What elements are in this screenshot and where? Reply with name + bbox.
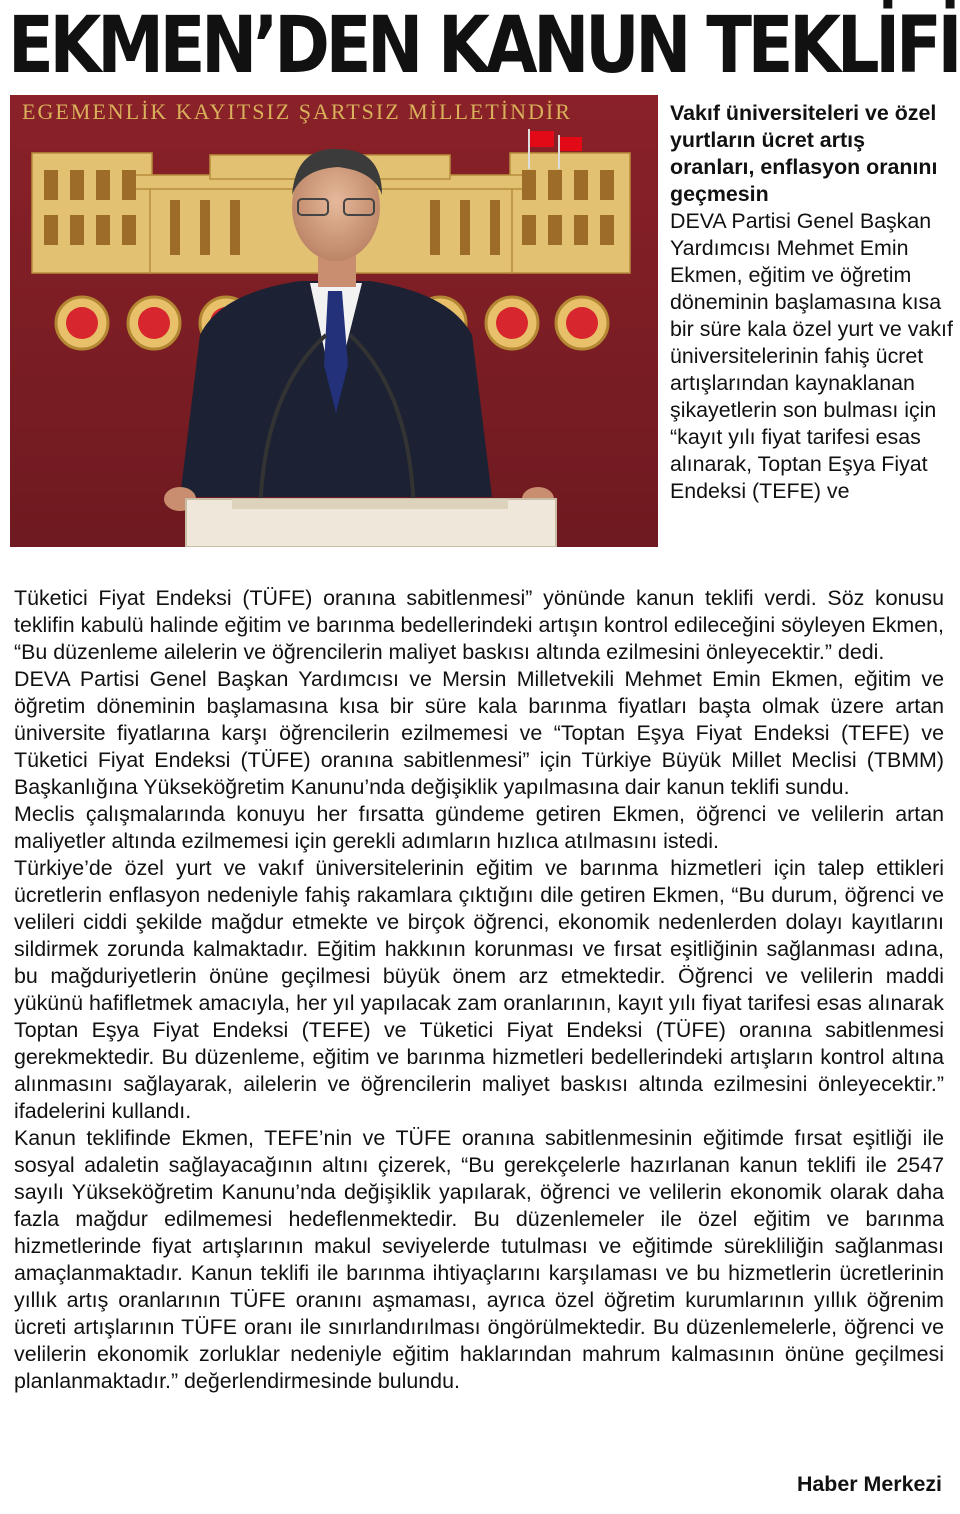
article-photo xyxy=(10,95,658,547)
paragraph: Meclis çalışmalarında konuyu her fırsatta gündeme getiren Ekmen, öğrenci ve velilerin artan maliyetler altında ezilmemesi için gerekli adımların hızlıca atılmasını istedi. xyxy=(14,802,944,853)
paragraph: Türkiye’de özel yurt ve vakıf üniversitelerinin eğitim ve barınma hizmetleri için talep ettikleri ücretlerin enflasyon nedeniyle fahiş rakamlara çıktığını dile getiren Ekmen, “Bu durum, öğrenci ve velileri ciddi şekilde mağdur etmekte ve birçok öğrenci, ekonomik nedenlerden dolayı kayıtlarını sildirmek zorunda kalmaktadır. Eğitim hakkının korunması ve fırsat eşitliğinin sağlanması adına, bu mağduriyetlerin önüne geçilmesi büyük önem arz etmektedir. Öğrenci ve velilerin maddi yükünü hafifletmek amacıyla, her yıl yapılacak zam oranlarının, kayıt yılı fiyat tarifesi esas alınarak Toptan Eşya Fiyat Endeksi (TEFE) ve Tüketici Fiyat Endeksi (TÜFE) oranına sabitlenmesi gerekmektedir. Bu düzenleme, eğitim ve barınma hizmetleri bedellerindeki artışların kontrol altına alınmasını sağlayarak, ailelerin ve öğrencilerin maliyet baskısı altında ezilmesini önleyecektir.” ifadelerini kullandı. xyxy=(14,856,944,1123)
byline: Haber Merkezi xyxy=(796,1472,942,1496)
paragraph: DEVA Partisi Genel Başkan Yardımcısı ve Mersin Milletvekili Mehmet Emin Ekmen, eğitim ve öğretim döneminin başlamasına kısa bir süre kala barınma fiyatları başta olmak üzere artan üniversite fiyatlarına karşı öğrencilerin ezilmemesi ve “Toptan Eşya Fiyat Endeksi (TEFE) ve Tüketici Fiyat Endeksi (TÜFE) oranına sabitlenmesi” için Türkiye Büyük Millet Meclisi (TBMM) Başkanlığına Yükseköğretim Kanunu’nda değişiklik yapılmasına dair kanun teklifi sundu. xyxy=(14,667,944,799)
paragraph: Kanun teklifinde Ekmen, TEFE’nin ve TÜFE oranına sabitlenmesinin eğitimde fırsat eşitliği ile sosyal adaletin sağlayacağının altını çizerek, “Bu gerekçelerle hazırlanan kanun teklifi ile 2547 sayılı Yükseköğretim Kanunu’nda değişiklik yapılarak, öğrenci ve velilerin ekonomik olarak daha fazla mağdur edilmemesi hedeflenmektedir. Bu düzenlemeler ile özel eğitim ve barınma hizmetlerinde fiyat artışlarının makul seviyelerde tutulması ve eğitimde sürekliliğin sağlanması amaçlanmaktadır. Kanun teklifi ile barınma ihtiyaçlarını karşılaması ve bu hizmetlerin ücretlerinin yıllık artış oranlarının TÜFE oranını aşmaması, ayrıca özel öğretim kurumlarının yıllık öğrenim ücreti artışlarının TÜFE oranı ile sınırlandırılması öngörülmektedir. Bu düzenlemelerle, öğrenci ve velilerin ekonomik zorluklar nedeniyle eğitim haklarından mahrum kalmasının önüne geçilmesi planlanmaktadır.” değerlendirmesinde bulundu. xyxy=(14,1126,944,1393)
headline: EKMEN’DEN KANUN TEKLİFİ xyxy=(8,1,959,91)
banner-text: EGEMENLİK KAYITSIZ ŞARTSIZ MİLLETİNDİR xyxy=(22,99,572,124)
article-side-column xyxy=(670,100,955,505)
side-text: DEVA Partisi Genel Başkan Yardımcısı Mehmet Emin Ekmen, eğitim ve öğretim döneminin başlamasına kısa bir süre kala özel yurt ve vakıf üniversitelerinin fahiş ücret artışlarından kaynaklanan şikayetlerin son bulması için “kayıt yılı fiyat tarifesi esas alınarak, Toptan Eşya Fiyat Endeksi (TEFE) ve xyxy=(670,209,953,503)
paragraph: Tüketici Fiyat Endeksi (TÜFE) oranına sabitlenmesi” yönünde kanun teklifi verdi. Söz konusu teklifin kabulü halinde eğitim ve barınma bedellerindeki artışın kontrol edileceğini söyleyen Ekmen, “Bu düzenleme ailelerin ve öğrencilerin maliyet baskısı altında ezilmesini önleyecektir.” dedi. xyxy=(14,586,944,664)
subheadline: Vakıf üniversiteleri ve özel yurtların ücret artış oranları, enflasyon oranını geçmesin xyxy=(670,101,938,206)
article-body xyxy=(14,585,944,1395)
